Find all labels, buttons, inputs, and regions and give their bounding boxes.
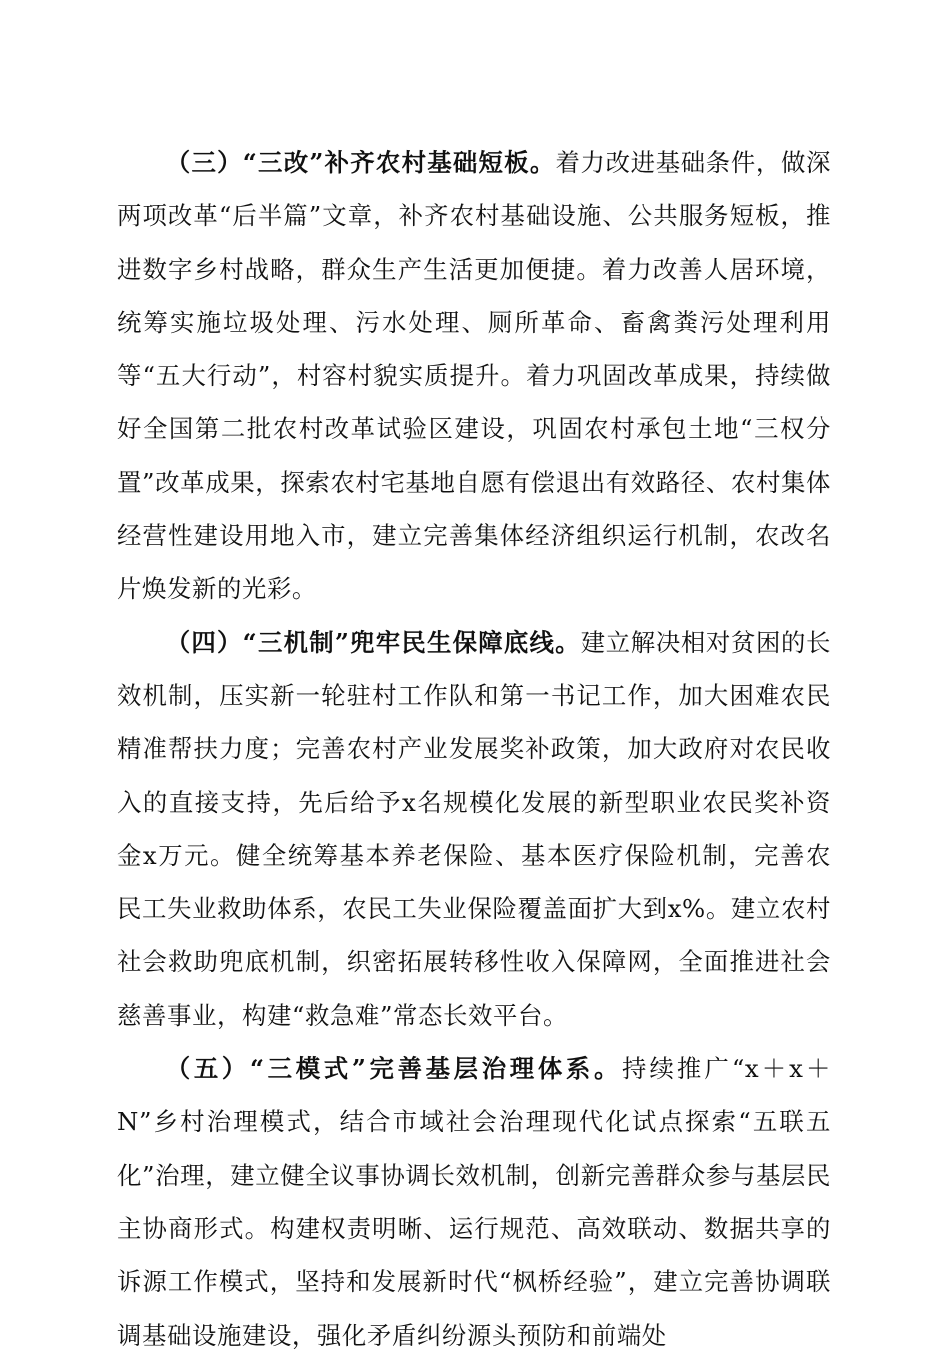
paragraph-body-four: 建立解决相对贫困的长效机制，压实新一轮驻村工作队和第一书记工作，加大困难农民精准帮扶力度；完善农村产业发展奖补政策，加大政府对农民收入的直接支持，先后给予x名规模化发展的新型职业农民奖补资金x万元。健全统筹基本养老保险、基本医疗保险机制，完善农民工失业救助体系，农民工失业保险覆盖面扩大到x%。建立农村社会救助兜底机制，织密拓展转移性收入保障网，全面推进社会慈善事业，构建“救急难”常态长效平台。: [117, 627, 831, 1030]
paragraph-body-three: 着力改进基础条件，做深两项改革“后半篇”文章，补齐农村基础设施、公共服务短板，推进数字乡村战略，群众生产生活更加便捷。着力改善人居环境，统筹实施垃圾处理、污水处理、厕所革命、畜禽粪污处理利用等“五大行动”，村容村貌实质提升。着力巩固改革成果，持续做好全国第二批农村改革试验区建设，巩固农村承包土地“三权分置”改革成果，探索农村宅基地自愿有偿退出有效路径、农村集体经营性建设用地入市，建立完善集体经济组织运行机制，农改名片焕发新的光彩。: [117, 148, 831, 604]
paragraph-three: [117, 136, 831, 616]
paragraph-five: [117, 1042, 831, 1362]
document-page: [117, 136, 831, 1362]
paragraph-four: [117, 616, 831, 1042]
paragraph-body-five: 持续推广“x＋x＋N”乡村治理模式，结合市域社会治理现代化试点探索“五联五化”治理，建立健全议事协调长效机制，创新完善群众参与基层民主协商形式。构建权责明晰、运行规范、高效联动、数据共享的诉源工作模式，坚持和发展新时代“枫桥经验”，建立完善协调联调基础设施建设，强化矛盾纠纷源头预防和前端处: [117, 1054, 831, 1350]
section-heading-four: （四）“三机制”兜牢民生保障底线。: [165, 627, 581, 657]
section-heading-five: （五）“三模式”完善基层治理体系。: [165, 1054, 623, 1084]
section-heading-three: （三）“三改”补齐农村基础短板。: [165, 148, 556, 177]
